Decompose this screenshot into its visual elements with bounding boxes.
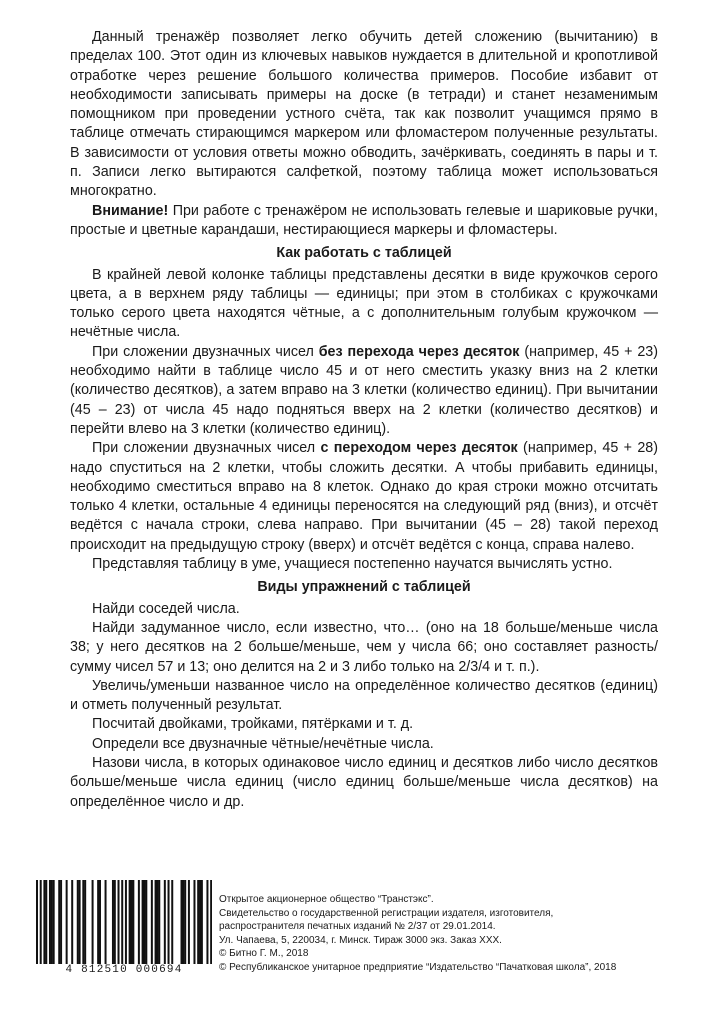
barcode-bar <box>129 880 131 968</box>
intro-paragraph: Данный тренажёр позволяет легко обучить детей сложению (вычитанию) в пределах 100. Этот один из ключевых навыков нуждается в длительной и кропотливой отработке через решение большого количества примеров. Пособие избавит от необходимости записывать примеры на доске (в тетради) и станет незаменимым помощником при проведении устного счёта, так как позволит учащимся прямо в таблице отмечать стирающимся маркером или фломастером полученные результаты. В зависимости от условия ответы можно обводить, зачёркивать, соединять в пары и т. п. Записи легко вытираются салфеткой, поэтому таблица может использоваться многократно. <box>70 29 658 200</box>
barcode-bar <box>199 880 201 968</box>
barcode-bar <box>84 880 86 968</box>
barcode-bar <box>201 880 203 968</box>
exercise-item: Определи все двузначные чётные/нечётные числа. <box>92 735 434 752</box>
barcode-bar <box>77 880 79 968</box>
imprint-line: Ул. Чапаева, 5, 220034, г. Минск. Тираж 3000 экз. Заказ XXX. <box>219 934 502 946</box>
imprint-line: распространителя печатных изданий № 2/37 от 29.01.2014. <box>219 921 496 933</box>
barcode-bar <box>210 880 212 968</box>
barcode-bar <box>60 880 62 968</box>
attention-text: При работе с тренажёром не использовать гелевые и шариковые ручки, простые и цветные карандаши, нестирающиеся маркеры и фломастеры. <box>70 202 658 238</box>
barcode-bar <box>156 880 158 968</box>
imprint-line: Свидетельство о государственной регистрации издателя, изготовителя, <box>219 907 554 919</box>
addition-without-carry-paragraph <box>70 343 658 439</box>
barcode-bar <box>193 880 195 968</box>
barcode-bar <box>97 880 99 968</box>
barcode-bar <box>184 880 186 968</box>
barcode-bar <box>164 880 166 968</box>
barcode-bar <box>112 880 114 968</box>
bold-term: с переходом через десяток <box>320 440 518 457</box>
bold-term: без перехода через десяток <box>318 343 520 360</box>
barcode-bar <box>155 880 157 968</box>
main-text <box>70 28 658 812</box>
barcode-bar <box>132 880 134 968</box>
barcode-bar <box>51 880 53 968</box>
barcode-bar <box>66 880 68 968</box>
mental-calc-paragraph: Представляя таблицу в уме, учащиеся постепенно научатся вычислять устно. <box>92 556 613 573</box>
barcode-bar <box>197 880 199 968</box>
imprint-line: Открытое акционерное общество “Транстэкс”. <box>219 894 434 905</box>
text-run: (например, 45 + 23) необходимо найти в таблице число 45 и от него сместить указку вниз на 2 клетки (количество десятков), а затем вправо на 3 клетки (количество единиц). При вычитании (45 – 23) от числа 45 надо подняться вверх на 2 клетки (количество десятков) и перейти влево на 3 клетки (количество единиц). <box>70 343 658 437</box>
barcode-bar <box>145 880 147 968</box>
attention-label: Внимание! <box>92 202 169 219</box>
barcode-bar <box>171 880 173 968</box>
barcode-digits: 4 812510 000694 <box>36 964 212 976</box>
barcode-bar <box>206 880 208 968</box>
barcode-bar <box>142 880 144 968</box>
imprint <box>219 893 689 975</box>
exercise-item: Найди задуманное число, если известно, что… (оно на 18 больше/меньше числа 38; у него десятков на 2 больше/меньше, чем у числа 66; оно составляет разность/сумму чисел 57 и 13; оно делится на 2 и 3 либо только на 2/3/4 и т. п.). <box>70 619 658 675</box>
barcode-bar <box>118 880 120 968</box>
barcode-bar <box>43 880 45 968</box>
text-run: При сложении двузначных чисел <box>92 343 319 360</box>
text-run: (например, 45 + 28) надо спуститься на 2 клетки, чтобы сложить десятки. А чтобы прибавить единицы, необходимо сместиться вправо на 8 клеток. Однако до края строки можно отсчитать только 4 клетки, остальные 4 единицы переносятся на следующий ряд (вниз), и отсчёт ведётся с начала строки, слева направо. При вычитании (45 – 28) такой переход происходит на предыдущую строку (вверх) и отсчёт ведётся с конца, справа налево. <box>70 440 658 553</box>
barcode-bar <box>130 880 132 968</box>
barcode-bar <box>40 880 42 968</box>
barcode-bar <box>188 880 190 968</box>
barcode-bar <box>121 880 123 968</box>
barcode-bar <box>45 880 47 968</box>
exercise-item: Назови числа, в которых одинаковое число единиц и десятков либо число десятков больше/меньше числа единиц (число единиц больше/меньше числа десятков) на определённое число и др. <box>70 754 658 810</box>
exercise-item: Найди соседей числа. <box>92 600 240 617</box>
barcode-bar <box>182 880 184 968</box>
barcode-bar <box>58 880 60 968</box>
imprint-line: © Республиканское унитарное предприятие “Издательство “Пачатковая школа”, 2018 <box>219 961 617 973</box>
barcode-bar <box>143 880 145 968</box>
barcode-bar <box>138 880 140 968</box>
table-description-paragraph: В крайней левой колонке таблицы представлены десятки в виде кружочков серого цвета, а в верхнем ряду таблицы — единицы; при этом в столбиках с кружочками только серого цвета находятся чётные, а с дополнительным голубым кружочком — нечётные числа. <box>70 266 658 341</box>
barcode-bar <box>114 880 116 968</box>
barcode-bar <box>53 880 55 968</box>
barcode-bar <box>92 880 94 968</box>
barcode-bar <box>125 880 127 968</box>
barcode-bar <box>49 880 51 968</box>
barcode-bar <box>71 880 73 968</box>
exercise-item: Посчитай двойками, тройками, пятёрками и т. д. <box>92 716 414 733</box>
barcode-bar <box>36 880 38 968</box>
barcode-bars <box>36 880 212 968</box>
addition-with-carry-paragraph <box>70 439 658 555</box>
text-run: При сложении двузначных чисел <box>92 440 321 457</box>
barcode-bar <box>82 880 84 968</box>
barcode-bar <box>105 880 107 968</box>
barcode-bar <box>168 880 170 968</box>
imprint-line: © Битно Г. М., 2018 <box>219 948 309 960</box>
barcode-bar <box>181 880 183 968</box>
barcode-bar <box>158 880 160 968</box>
section-heading-exercises: Виды упражнений с таблицей <box>257 579 471 596</box>
barcode-bar <box>79 880 81 968</box>
barcode <box>36 880 212 980</box>
barcode-bar <box>99 880 101 968</box>
barcode-bar <box>151 880 153 968</box>
exercise-item: Увеличь/уменьши названное число на определённое количество десятков (единиц) и отметь полученный результат. <box>70 677 658 714</box>
attention-paragraph <box>70 202 658 241</box>
section-heading-how-to-use: Как работать с таблицей <box>276 245 452 262</box>
footer <box>36 880 686 990</box>
